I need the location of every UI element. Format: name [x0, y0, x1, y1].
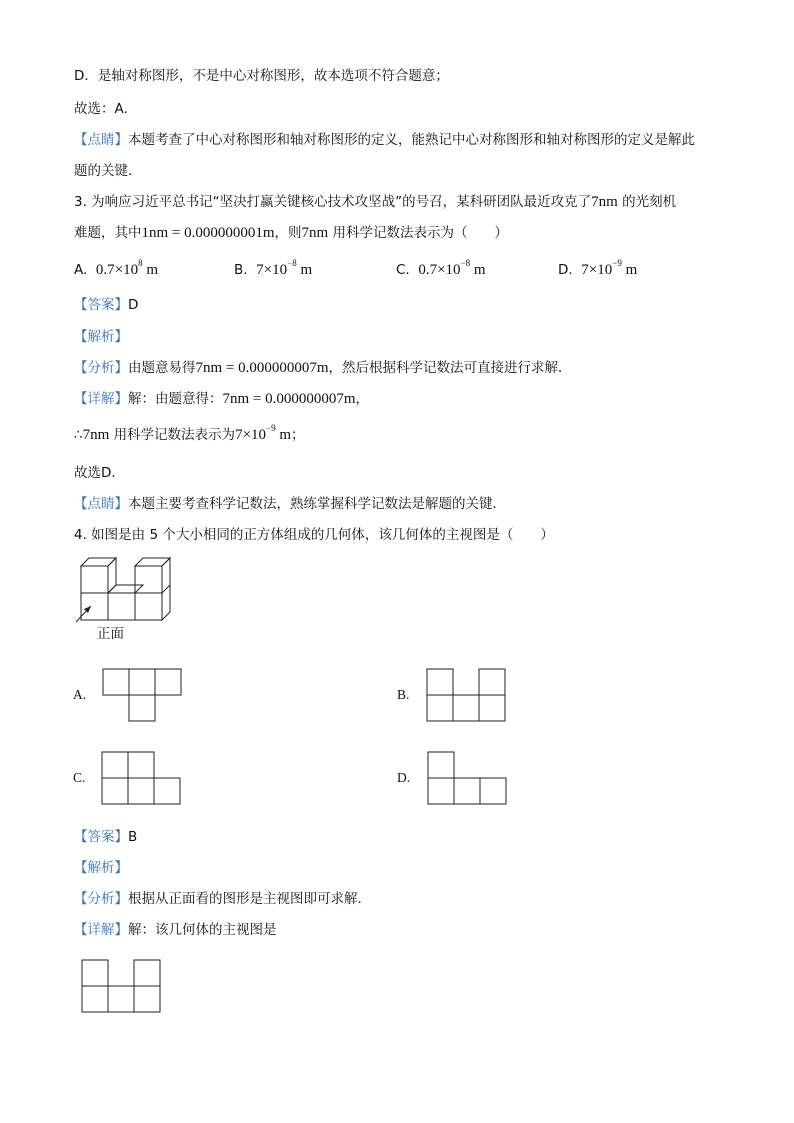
q4-answer [74, 828, 137, 846]
therefore-text: ； [291, 427, 305, 443]
q4-option-d-label: D. [397, 770, 411, 785]
answer-value: D [128, 297, 139, 313]
side-face [108, 558, 116, 593]
detail-text: 解：由题意得： [128, 391, 223, 407]
fenxi-text: 由题意易得 [128, 360, 196, 376]
detail-text: ， [355, 391, 370, 407]
prev-option-d: D．是轴对称图形，不是中心对称图形，故本选项不符合题意； [74, 68, 449, 84]
answer-tag: 【答案】 [74, 297, 128, 313]
detail-tag: 【详解】 [74, 391, 128, 407]
option-base: 7×10 [581, 262, 613, 278]
fenxi-tag: 【分析】 [74, 360, 128, 376]
note-text: 本题考查了中心对称图形和轴对称图形的定义，能熟记中心对称图形和轴对称图形的定义是解此 [128, 132, 695, 148]
prev-note-line2: 题的关键． [74, 163, 142, 179]
option-letter: A. [74, 262, 88, 278]
q4-option-a-label: A. [73, 687, 87, 702]
q3-text: 难题，其中 [74, 225, 142, 241]
therefore-symbol: ∴ [74, 427, 83, 443]
front-face [81, 566, 108, 593]
analysis-tag: 【解析】 [74, 860, 128, 876]
option-letter: B. [234, 262, 248, 278]
option-unit: m [300, 262, 313, 278]
option-base: 0.7×10 [95, 262, 139, 278]
q4-question: 4. 如图是由 5 个大小相同的正方体组成的几何体，该几何体的主视图是（ ） [74, 527, 554, 543]
q3-text: 的光刻机 [622, 194, 677, 210]
front-face [81, 593, 108, 620]
therefore-text: 用科学记数法表示为 [113, 427, 236, 443]
therefore-math: 7nm [82, 427, 110, 443]
note-tag: 【点睛】 [74, 132, 128, 148]
option-c-figure [102, 752, 180, 804]
detail-tag: 【详解】 [74, 922, 128, 938]
note-text: 本题主要考查科学记数法，熟练掌握科学记数法是解题的关键． [128, 496, 506, 512]
q3-choose: 故选D． [74, 465, 125, 481]
option-exp: 8 [138, 258, 143, 268]
note-tag: 【点睛】 [74, 496, 128, 512]
option-letter: D. [558, 262, 573, 278]
q4-option-b-label: B. [397, 687, 410, 702]
fenxi-math: 7nm = 0.000000007m [195, 360, 329, 376]
q3-text: ，则 [274, 225, 302, 241]
q3-text: 3. 为响应习近平总书记“坚决打赢关键核心技术攻坚战”的号召，某科研团队最近攻克了 [74, 194, 592, 210]
top-face [81, 558, 116, 566]
therefore-unit: m [279, 427, 292, 443]
fenxi-tag: 【分析】 [74, 891, 128, 907]
top-face [108, 585, 143, 593]
prev-choose: 故选：A． [74, 101, 138, 117]
option-letter: C. [396, 262, 410, 278]
front-face [135, 593, 162, 620]
option-exp: −9 [612, 258, 622, 268]
front-label: 正面 [97, 626, 124, 642]
top-face [135, 558, 170, 566]
front-face [108, 593, 135, 620]
q3-math: 1nm = 0.000000001m [141, 225, 275, 241]
fenxi-text: ，然后根据科学记数法可直接进行求解． [328, 360, 572, 376]
therefore-exp: −9 [266, 423, 276, 433]
q4-analysis [74, 859, 128, 877]
answer-value: B [128, 829, 138, 845]
option-b-figure [427, 669, 505, 721]
option-unit: m [146, 262, 159, 278]
detail-math: 7nm = 0.000000007m [222, 391, 356, 407]
therefore-base: 7×10 [235, 427, 267, 443]
q3-math: 7nm [301, 225, 329, 241]
option-unit: m [625, 262, 638, 278]
detail-text: 解：该几何体的主视图是 [128, 922, 277, 938]
answer-tag: 【答案】 [74, 829, 128, 845]
option-d-figure [428, 752, 506, 804]
q4-detail [74, 921, 277, 939]
analysis-tag: 【解析】 [74, 329, 128, 345]
answer-figure [82, 960, 160, 1012]
fenxi-text: 根据从正面看的图形是主视图即可求解． [128, 891, 371, 907]
edge-line [162, 585, 170, 593]
option-base: 7×10 [256, 262, 288, 278]
q3-text: 用科学记数法表示为（ ） [332, 225, 509, 241]
q4-fenxi [74, 890, 371, 908]
option-exp: −8 [287, 258, 297, 268]
option-unit: m [473, 262, 486, 278]
q4-option-c-label: C. [73, 770, 86, 785]
option-a-figure [103, 669, 181, 721]
option-exp: −8 [460, 258, 471, 268]
option-base: 0.7×10 [418, 262, 461, 278]
q3-math: 7nm [591, 194, 618, 210]
